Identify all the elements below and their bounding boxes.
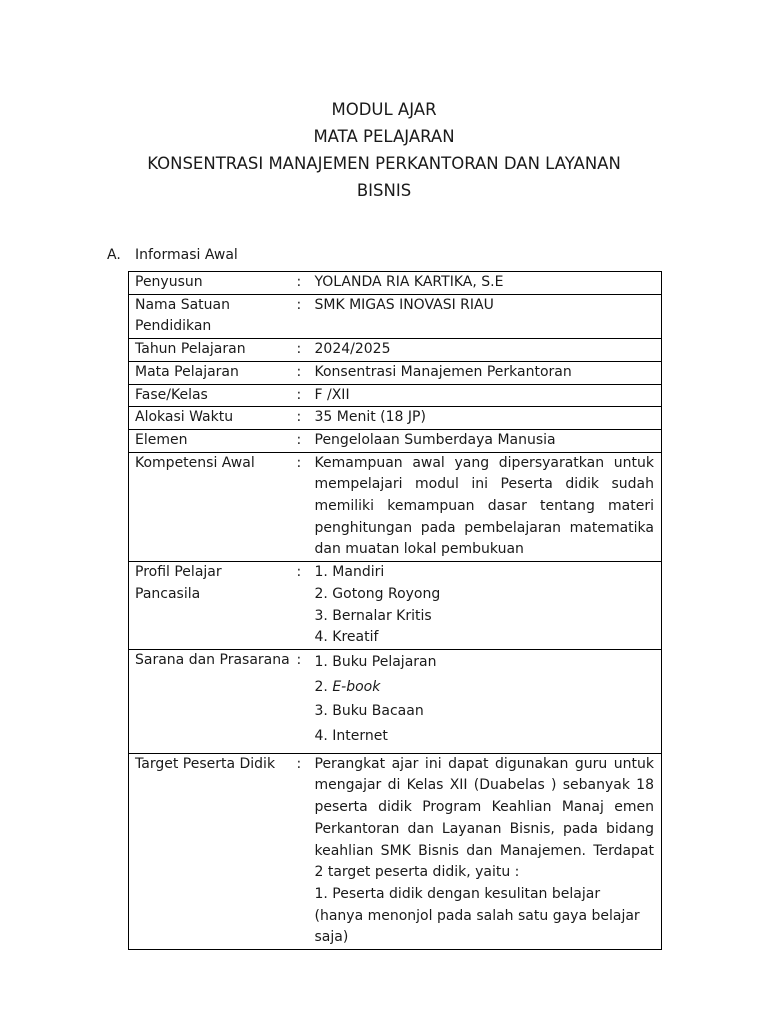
row-colon: : [297, 562, 315, 650]
row-colon: : [297, 407, 315, 430]
row-label [129, 294, 297, 338]
row-value [315, 562, 662, 650]
table-row [129, 429, 662, 452]
label-line: Pancasila [135, 585, 201, 602]
text-line: (hanya menonjol pada salah satu gaya belajar [314, 907, 640, 924]
title-line-3: KONSENTRASI MANAJEMEN PERKANTORAN DAN LAYANAN [147, 154, 621, 173]
text-line: mempelajari modul ini Peserta didik sudah [314, 476, 654, 493]
list-item: 3. Buku Bacaan [314, 703, 424, 720]
row-colon: : [297, 272, 315, 295]
text-line: keahlian SMK Bisnis dan Manajemen. Terdapat [314, 842, 654, 859]
row-colon: : [297, 339, 315, 362]
list-item: 4. Internet [314, 728, 388, 745]
list-item: 2. Gotong Royong [314, 585, 441, 602]
list-item: 3. Bernalar Kritis [314, 607, 432, 624]
row-value: F /XII [315, 384, 662, 407]
label-line: Pendidikan [135, 318, 212, 335]
text-line: Kemampuan awal yang dipersyaratkan untuk [314, 454, 654, 471]
text-line: Perkantoran dan Layanan Bisnis, pada bidang [314, 820, 654, 837]
table-row [129, 649, 662, 753]
text-line: mengajar di Kelas XII (Duabelas ) sebanyak 18 [314, 777, 654, 794]
table-row [129, 339, 662, 362]
table-row [129, 562, 662, 650]
row-value [315, 753, 662, 949]
document-title [0, 96, 768, 204]
row-value: Konsentrasi Manajemen Perkantoran [315, 361, 662, 384]
table-row [129, 294, 662, 338]
row-value: SMK MIGAS INOVASI RIAU [315, 294, 662, 338]
row-label: Fase/Kelas [129, 384, 297, 407]
row-colon: : [297, 384, 315, 407]
list-text: E-book [332, 678, 381, 695]
row-value: Pengelolaan Sumberdaya Manusia [315, 429, 662, 452]
title-line-4: BISNIS [356, 181, 412, 200]
row-label: Elemen [129, 429, 297, 452]
row-colon: : [297, 294, 315, 338]
table-row [129, 384, 662, 407]
row-label: Tahun Pelajaran [129, 339, 297, 362]
text-line: memiliki kemampuan dasar tentang materi [314, 498, 654, 515]
row-label: Kompetensi Awal [129, 452, 297, 562]
text-line: Perangkat ajar ini dapat digunakan guru untuk [314, 755, 654, 772]
row-value: YOLANDA RIA KARTIKA, S.E [315, 272, 662, 295]
row-label [129, 562, 297, 650]
row-colon: : [297, 649, 315, 753]
list-item: 1. Buku Pelajaran [314, 653, 437, 670]
row-value [315, 452, 662, 562]
row-label: Penyusun [129, 272, 297, 295]
text-line: saja) [314, 929, 349, 946]
row-value [315, 649, 662, 753]
text-line: 1. Peserta didik dengan kesulitan belajar [314, 885, 601, 902]
table-row [129, 452, 662, 562]
title-line-1: MODUL AJAR [331, 100, 437, 119]
label-line: Nama Satuan [135, 296, 230, 313]
row-value: 35 Menit (18 JP) [315, 407, 662, 430]
list-number: 2. [314, 678, 333, 695]
text-line: dan muatan lokal pembukuan [314, 541, 524, 558]
row-label: Mata Pelajaran [129, 361, 297, 384]
text-line: 2 target peserta didik, yaitu : [314, 864, 520, 881]
table-row [129, 407, 662, 430]
list-item: 4. Kreatif [314, 629, 379, 646]
list-item: 1. Mandiri [314, 564, 385, 581]
row-label: Sarana dan Prasarana [129, 649, 297, 753]
section-letter: A. [107, 247, 121, 263]
table-row [129, 753, 662, 949]
info-table [128, 271, 662, 950]
row-value: 2024/2025 [315, 339, 662, 362]
table-row [129, 272, 662, 295]
row-label: Alokasi Waktu [129, 407, 297, 430]
section-heading [107, 247, 238, 263]
title-line-2: MATA PELAJARAN [313, 127, 455, 146]
row-label: Target Peserta Didik [129, 753, 297, 949]
row-colon: : [297, 753, 315, 949]
row-colon: : [297, 452, 315, 562]
list-item [315, 675, 655, 700]
row-colon: : [297, 429, 315, 452]
table-row [129, 361, 662, 384]
text-line: penghitungan pada pembelajaran matematika [314, 519, 654, 536]
text-line: peserta didik Program Keahlian Manaj emen [314, 799, 654, 816]
row-colon: : [297, 361, 315, 384]
label-line: Profil Pelajar [135, 564, 222, 581]
section-title: Informasi Awal [135, 247, 238, 263]
